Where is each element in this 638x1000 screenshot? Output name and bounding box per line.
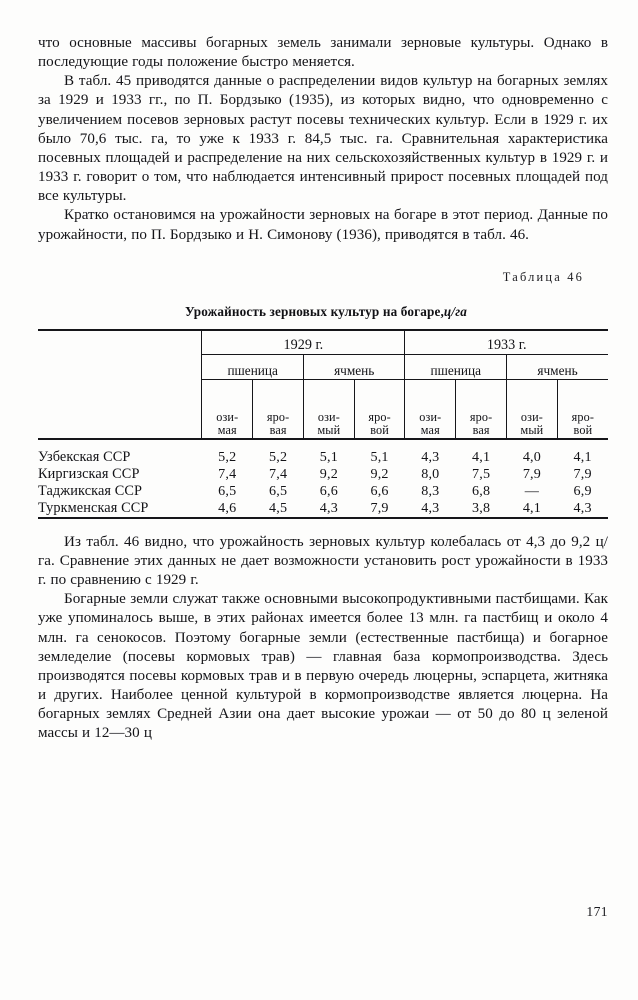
season-line-1: яро- [469,409,493,424]
row-label: Туркменская ССР [38,500,187,518]
season-line-1: ози- [317,409,340,424]
table-row [38,439,608,466]
page-number: 171 [586,904,608,919]
row-label: Таджикская ССР [38,482,143,499]
header-crop-wheat-1933: пшеница [405,354,507,379]
paragraph-5: Богарные земли служат также основными высокопродуктивными пастбищами. Как уже упоминалось выше, в этих районах имеется более 13 млн. га пастбищ и около 4 млн. га сенокосов. Поэтому богарные земли (естественные пастбища) и богарное земледелие (посевы кормовых трав) — главная база кормопроизводства. Здесь производятся посевы кормовых трав и в первую очередь люцерны, эспарцета, житняка и других. Наиболее ценной культурой в кормопроизводстве является люцерна. На богарных землях Средней Азии она дает высокие урожаи — от 50 до 80 ц зеленой массы и 12—30 ц [38,591,608,742]
cell-value: 4,1 [472,448,491,465]
header-season-spring-wheat-1933 [456,379,507,439]
corner-cell [38,330,187,355]
cell-value: 7,4 [269,465,288,482]
header-crop-barley-1933: ячмень [507,354,608,379]
season-line-1: яро- [266,409,290,424]
cell-value: 4,1 [573,448,592,465]
table-number-label: Таблица 46 [502,269,584,284]
yield-table [38,329,608,519]
cell-value: 4,1 [507,500,558,518]
season-line-1: яро- [571,409,595,424]
cell-value: 4,3 [557,500,608,518]
cell-value: 4,3 [304,500,355,518]
header-season-spring-wheat-1929 [253,379,304,439]
row-gap [187,483,202,500]
season-line-1: ози- [520,409,543,424]
table-header-crop-row [38,354,608,379]
header-year-1929: 1929 г. [202,330,405,355]
season-line-2: вой [573,423,593,438]
season-line-2: вая [472,423,490,438]
header-season-spring-barley-1933 [557,379,608,439]
season-line-2: вая [269,423,287,438]
table-row [38,483,608,500]
paragraph-1: что основные массивы богарных земель занимали зерновые культуры. Однако в последующие годы положение быстро меняется. [38,35,608,71]
season-line-1: яро- [368,409,391,424]
season-line-2: мый [317,423,341,438]
cell-value: 4,3 [421,448,440,465]
table-row [38,466,608,483]
cell-value: 6,5 [269,482,288,499]
header-season-spring-barley-1929 [354,379,405,439]
season-line-1: ози- [216,409,239,424]
cell-value: 4,5 [253,500,304,518]
cell-value: 5,1 [370,448,389,465]
crop-row-spacer-gap [187,354,202,379]
season-line-2: мая [420,423,440,438]
header-season-winter-barley-1933 [507,379,558,439]
season-line-2: мый [520,423,544,438]
header-season-winter-wheat-1933 [405,379,456,439]
cell-value: 7,4 [218,465,237,482]
cell-value: — [524,482,540,499]
season-row-spacer-label [38,379,187,439]
table-row [38,500,608,518]
season-line-2: мая [217,423,237,438]
cell-value: 4,3 [405,500,456,518]
row-gap [187,500,202,518]
cell-value: 4,6 [202,500,253,518]
cell-value: 4,0 [522,448,542,465]
header-season-winter-barley-1929 [304,379,355,439]
season-line-1: ози- [419,409,442,424]
cell-value: 8,0 [421,465,440,482]
header-season-winter-wheat-1929 [202,379,253,439]
row-label: Киргизская ССР [38,465,140,482]
cell-value: 9,2 [370,465,389,482]
cell-value: 6,9 [573,482,592,499]
cell-value: 5,2 [269,448,288,465]
cell-value: 5,2 [218,448,237,465]
paragraph-4: Из табл. 46 видно, что урожайность зерновых культур колебалась от 4,3 до 9,2 ц/га. Сравнение этих данных не дает возможности установить рост урожайности в 1933 г. по сравнению с 1929 г. [38,533,608,589]
cell-value: 7,5 [472,465,491,482]
cell-value: 7,9 [522,465,542,482]
cell-value: 8,3 [421,482,440,499]
cell-value: 7,9 [354,500,405,518]
season-line-2: вой [370,423,389,438]
cell-value: 6,6 [370,482,389,499]
table-head [38,330,608,439]
row-gap [187,466,202,483]
row-label: Узбекская ССР [38,448,131,465]
cell-value: 9,2 [319,465,338,482]
after-table-gap [38,519,608,533]
table-header-year-row [38,330,608,355]
header-year-1933: 1933 г. [405,330,608,355]
paragraph-3: Кратко остановимся на урожайности зерновых на богаре в этот период. Данные по урожайности, по П. Бордзыко и Н. Симонову (1936), приводятся в табл. 46. [38,207,608,243]
table-title [38,304,608,320]
table-title-main: Урожайность зерновых культур на богаре, [185,303,444,319]
crop-row-spacer-label [38,354,187,379]
corner-gap-cell [187,330,202,355]
table-title-units: ц/га [443,303,467,319]
table-body [38,439,608,518]
yield-table-wrapper [38,329,608,519]
header-crop-wheat-1929: пшеница [202,354,304,379]
cell-value: 6,5 [218,482,237,499]
cell-value: 7,9 [573,465,592,482]
row-gap [187,439,202,466]
paragraph-2: В табл. 45 приводятся данные о распределении видов культур на богарных землях за 1929 и 1933 гг., по П. Бордзыко (1935), из которых видно, что одновременно с увеличением посевов зерновых растут посевы технических культур. Если в 1929 г. их было 70,6 тыс. га, то уже к 1933 г. 84,5 тыс. га. Сравнительная характеристика посевных площадей и распределение на них сельскохозяйственных культур в 1929 г. и 1933 г. говорит о том, что наблюдается интенсивный прирост посевных площадей под все культуры. [38,73,608,205]
cell-value: 5,1 [319,448,338,465]
header-crop-barley-1929: ячмень [304,354,405,379]
table-header-season-row [38,379,608,439]
cell-value: 6,8 [472,482,491,499]
cell-value: 6,6 [319,482,338,499]
cell-value: 3,8 [456,500,507,518]
season-row-spacer-gap [187,379,202,439]
